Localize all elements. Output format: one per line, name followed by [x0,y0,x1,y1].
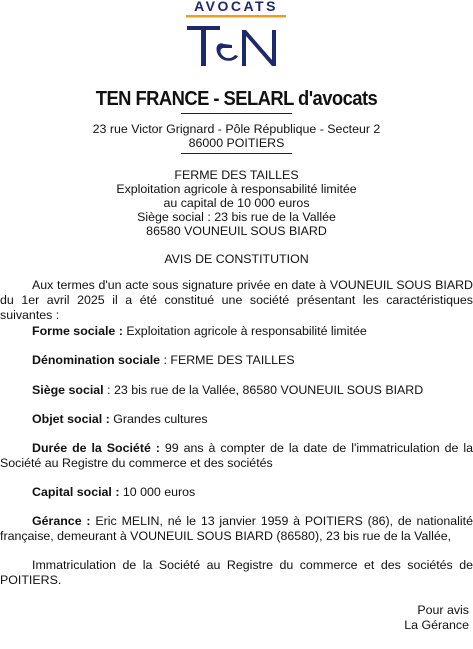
field-label: Objet social : [32,412,110,426]
field-label: Capital social : [32,485,120,499]
field-objet [0,412,473,427]
logo-wordmark: AVOCATS [194,0,278,14]
company-city: 86580 VOUNEUIL SOUS BIARD [146,224,327,238]
company-capital: au capital de 10 000 euros [163,196,310,210]
field-value: : FERME DES TAILLES [160,353,295,367]
field-value: : 23 bis rue de la Vallée, 86580 VOUNEUIL SOUS BIARD [103,383,424,397]
field-label: Forme sociale : [32,324,123,338]
field-value: 10 000 euros [119,485,196,499]
field-label: Gérance : [32,514,91,528]
company-seat: Siège social : 23 bis rue de la Vallée [137,210,336,224]
divider [181,153,292,154]
logo-accent-bar [186,15,286,18]
firm-logo [0,0,473,82]
field-duree [0,441,473,471]
field-label: Siège social [32,383,104,397]
logo-letter-e [217,43,239,60]
company-form: Exploitation agricole à responsabilité limitée [116,182,357,196]
field-forme [0,324,473,339]
field-label: Dénomination sociale [32,353,161,367]
divider [181,113,292,114]
field-value: Exploitation agricole à responsabilité limitée [122,324,367,338]
logo-letter-n [242,30,276,66]
field-gerance [0,514,473,544]
signature-signer: La Gérance [404,618,469,632]
address-line: 23 rue Victor Grignard - Pôle République - Secteur 2 [92,122,381,136]
notice-title: AVIS DE CONSTITUTION [164,252,309,266]
address-city: 86000 POITIERS [188,136,285,150]
firm-name: TEN FRANCE - SELARL d'avocats [95,88,378,110]
field-value: Eric MELIN, né le 13 janvier 1959 à POITIERS (86), de nationalité française, demeurant à VOUNEUIL SOUS BIARD (86580), 23 bis rue de la Vallée, [0,514,473,543]
field-value: Grandes cultures [109,412,208,426]
signature-line: Pour avis [417,603,469,617]
immatriculation-paragraph: Immatriculation de la Société au Registre du commerce et des sociétés de POITIERS. [0,558,473,587]
field-denomination [0,353,473,368]
intro-paragraph: Aux termes d'un acte sous signature privée en date à VOUNEUIL SOUS BIARD du 1er avril 2025 il a été constitué une société présentant les caractéristiques suivantes : [0,278,473,322]
field-capital [0,485,473,500]
company-name: FERME DES TAILLES [174,168,299,182]
field-label: Durée de la Société : [32,441,160,455]
signature-block [404,603,469,633]
field-value: 99 ans à compter de la date de l'immatriculation de la Société au Registre du commerce et des sociétés [0,441,473,470]
field-siege [0,383,473,398]
logo-letter-t [187,26,220,66]
